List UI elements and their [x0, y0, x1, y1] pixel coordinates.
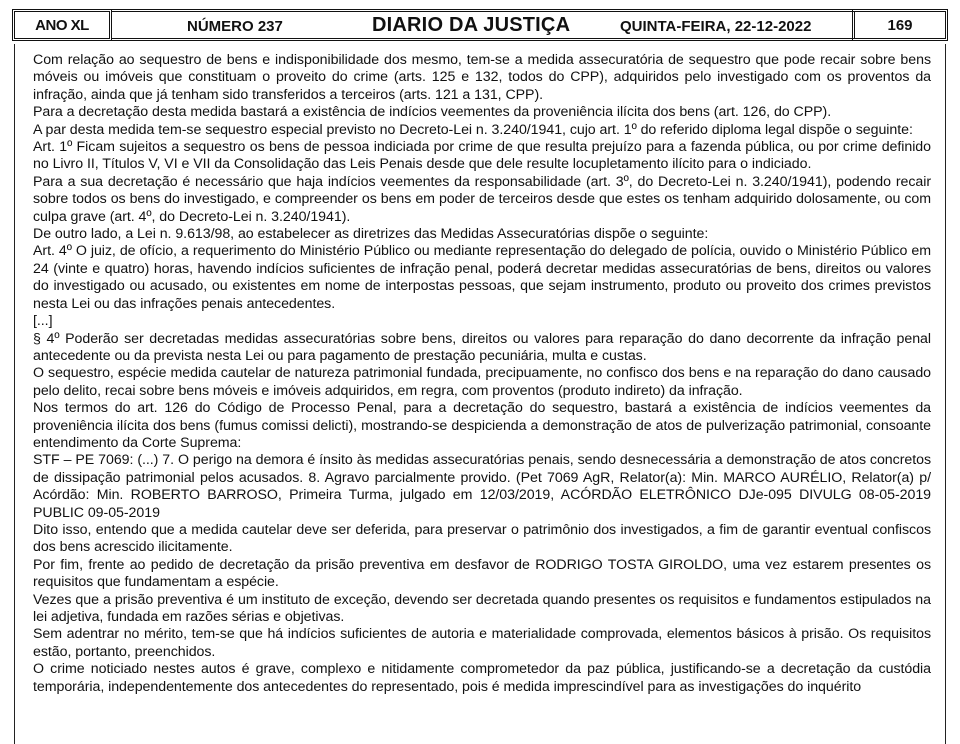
- masthead-box: [112, 9, 864, 41]
- page-header: [10, 8, 950, 46]
- publication-date: QUINTA-FEIRA, 22-12-2022: [620, 18, 812, 35]
- paragraph: Art. 1º Ficam sujeitos a sequestro os bens de pessoa indiciada por crime de que resulta prejuízo para a fazenda pública, ou por crime definido no Livro II, Títulos V, VI e VII da Consolidação das Leis Penais desde que dele resulte locupletamento ilícito para o indiciado.: [33, 139, 931, 173]
- paragraph: Por fim, frente ao pedido de decretação da prisão preventiva em desfavor de RODRIGO TOSTA GIROLDO, uma vez estarem presentes os requisitos que fundamentam a espécie.: [33, 556, 931, 591]
- paragraph: Dito isso, entendo que a medida cautelar deve ser deferida, para preservar o patrimônio dos investigados, a fim de garantir eventual confiscos dos bens acrescido ilicitamente.: [33, 521, 931, 556]
- paragraph: § 4º Poderão ser decretadas medidas assecuratórias sobre bens, direitos ou valores para reparação do dano decorrente da infração penal antecedente ou da prevista nesta Lei ou para pagamento de prestação pecuniária, multa e custas.: [33, 330, 931, 364]
- publication-title: DIARIO DA JUSTIÇA: [372, 14, 571, 36]
- paragraph: STF – PE 7069: (...) 7. O perigo na demora é ínsito às medidas assecuratórias penais, sendo desnecessária a demonstração de atos concretos de dissipação patrimonial pelos acusados. 8. Agravo parcialmente provido. (Pet 7069 AgR, Relator(a): Min. MARCO AURÉLIO, Relator(a) p/ Acórdão: Min. ROBERTO BARROSO, Primeira Turma, julgado em 12/03/2019, ACÓRDÃO ELETRÔNICO DJe-095 DIVULG 08-05-2019 PUBLIC 09-05-2019: [33, 452, 931, 521]
- volume-box: [12, 9, 112, 41]
- page-number-box: [852, 9, 948, 41]
- document-body: [14, 44, 946, 744]
- paragraph: Vezes que a prisão preventiva é um instituto de exceção, devendo ser decretada quando presentes os requisitos e fundamentos estipulados na lei adjetiva, fundada em razões sérias e objetivas.: [33, 591, 931, 625]
- paragraph: O crime noticiado nestes autos é grave, complexo e nitidamente comprometedor da paz pública, justificando-se a decretação da custódia temporária, independentemente dos antecedentes do representado, pois é medida imprescindível para as investigações do inquérito: [33, 661, 931, 695]
- paragraph: O sequestro, espécie medida cautelar de natureza patrimonial fundada, precipuamente, no confisco dos bens e na reparação do dano causado pelo delito, recai sobre bens móveis e imóveis adquiridos, em regra, com proventos (produto indireto) da infração.: [33, 365, 931, 399]
- paragraph: Com relação ao sequestro de bens e indisponibilidade dos mesmo, tem-se a medida assecuratória de sequestro que pode recair sobre bens móveis ou imóveis que constituam o proveito do crime (arts. 125 e 132, todos do CPP), adquiridos pelo investigado com os proventos da infração, ainda que já tenham sido transferidos a terceiros (arts. 121 a 131, CPP).: [33, 52, 931, 103]
- page-number: 169: [887, 16, 913, 34]
- paragraph: Art. 4º O juiz, de ofício, a requerimento do Ministério Público ou mediante representação do delegado de polícia, ouvido o Ministério Público em 24 (vinte e quatro) horas, havendo indícios suficientes de infração penal, poderá decretar medidas assecuratórias de bens, direitos ou valores do investigado ou acusado, ou existentes em nome de interpostas pessoas, que sejam instrumento, produto ou proveito dos crimes previstos nesta Lei ou das infrações penais antecedentes.: [33, 243, 931, 312]
- volume-label: ANO XL: [35, 16, 89, 34]
- paragraph: De outro lado, a Lei n. 9.613/98, ao estabelecer as diretrizes das Medidas Assecuratórias dispõe o seguinte:: [33, 226, 709, 243]
- paragraph: Para a sua decretação é necessário que haja indícios veementes da responsabilidade (art. 3º, do Decreto-Lei n. 3.240/1941), podendo recair sobre todos os bens do investigado, e compreender os bens em poder de terceiros desde que estes os tenham adquirido dolosamente, ou com culpa grave (art. 4º, do Decreto-Lei n. 3.240/1941).: [33, 173, 931, 225]
- issue-number: NÚMERO 237: [187, 18, 283, 35]
- paragraph: Nos termos do art. 126 do Código de Processo Penal, para a decretação do sequestro, bastará a existência de indícios veementes da proveniência ilícita dos bens (fumus comissi delicti), mostrando-se despicienda a demonstração de atos de pulverização patrimonial, consoante entendimento da Corte Suprema:: [33, 400, 931, 451]
- paragraph: Para a decretação desta medida bastará a existência de indícios veementes da proveniência ilícita dos bens (art. 126, do CPP).: [33, 104, 832, 121]
- paragraph: A par desta medida tem-se sequestro especial previsto no Decreto-Lei n. 3.240/1941, cujo art. 1º do referido diploma legal dispõe o seguinte:: [33, 121, 913, 138]
- paragraph: [...]: [33, 313, 53, 330]
- paragraph: Sem adentrar no mérito, tem-se que há indícios suficientes de autoria e materialidade comprovada, elementos básicos à prisão. Os requisitos estão, portanto, preenchidos.: [33, 626, 931, 660]
